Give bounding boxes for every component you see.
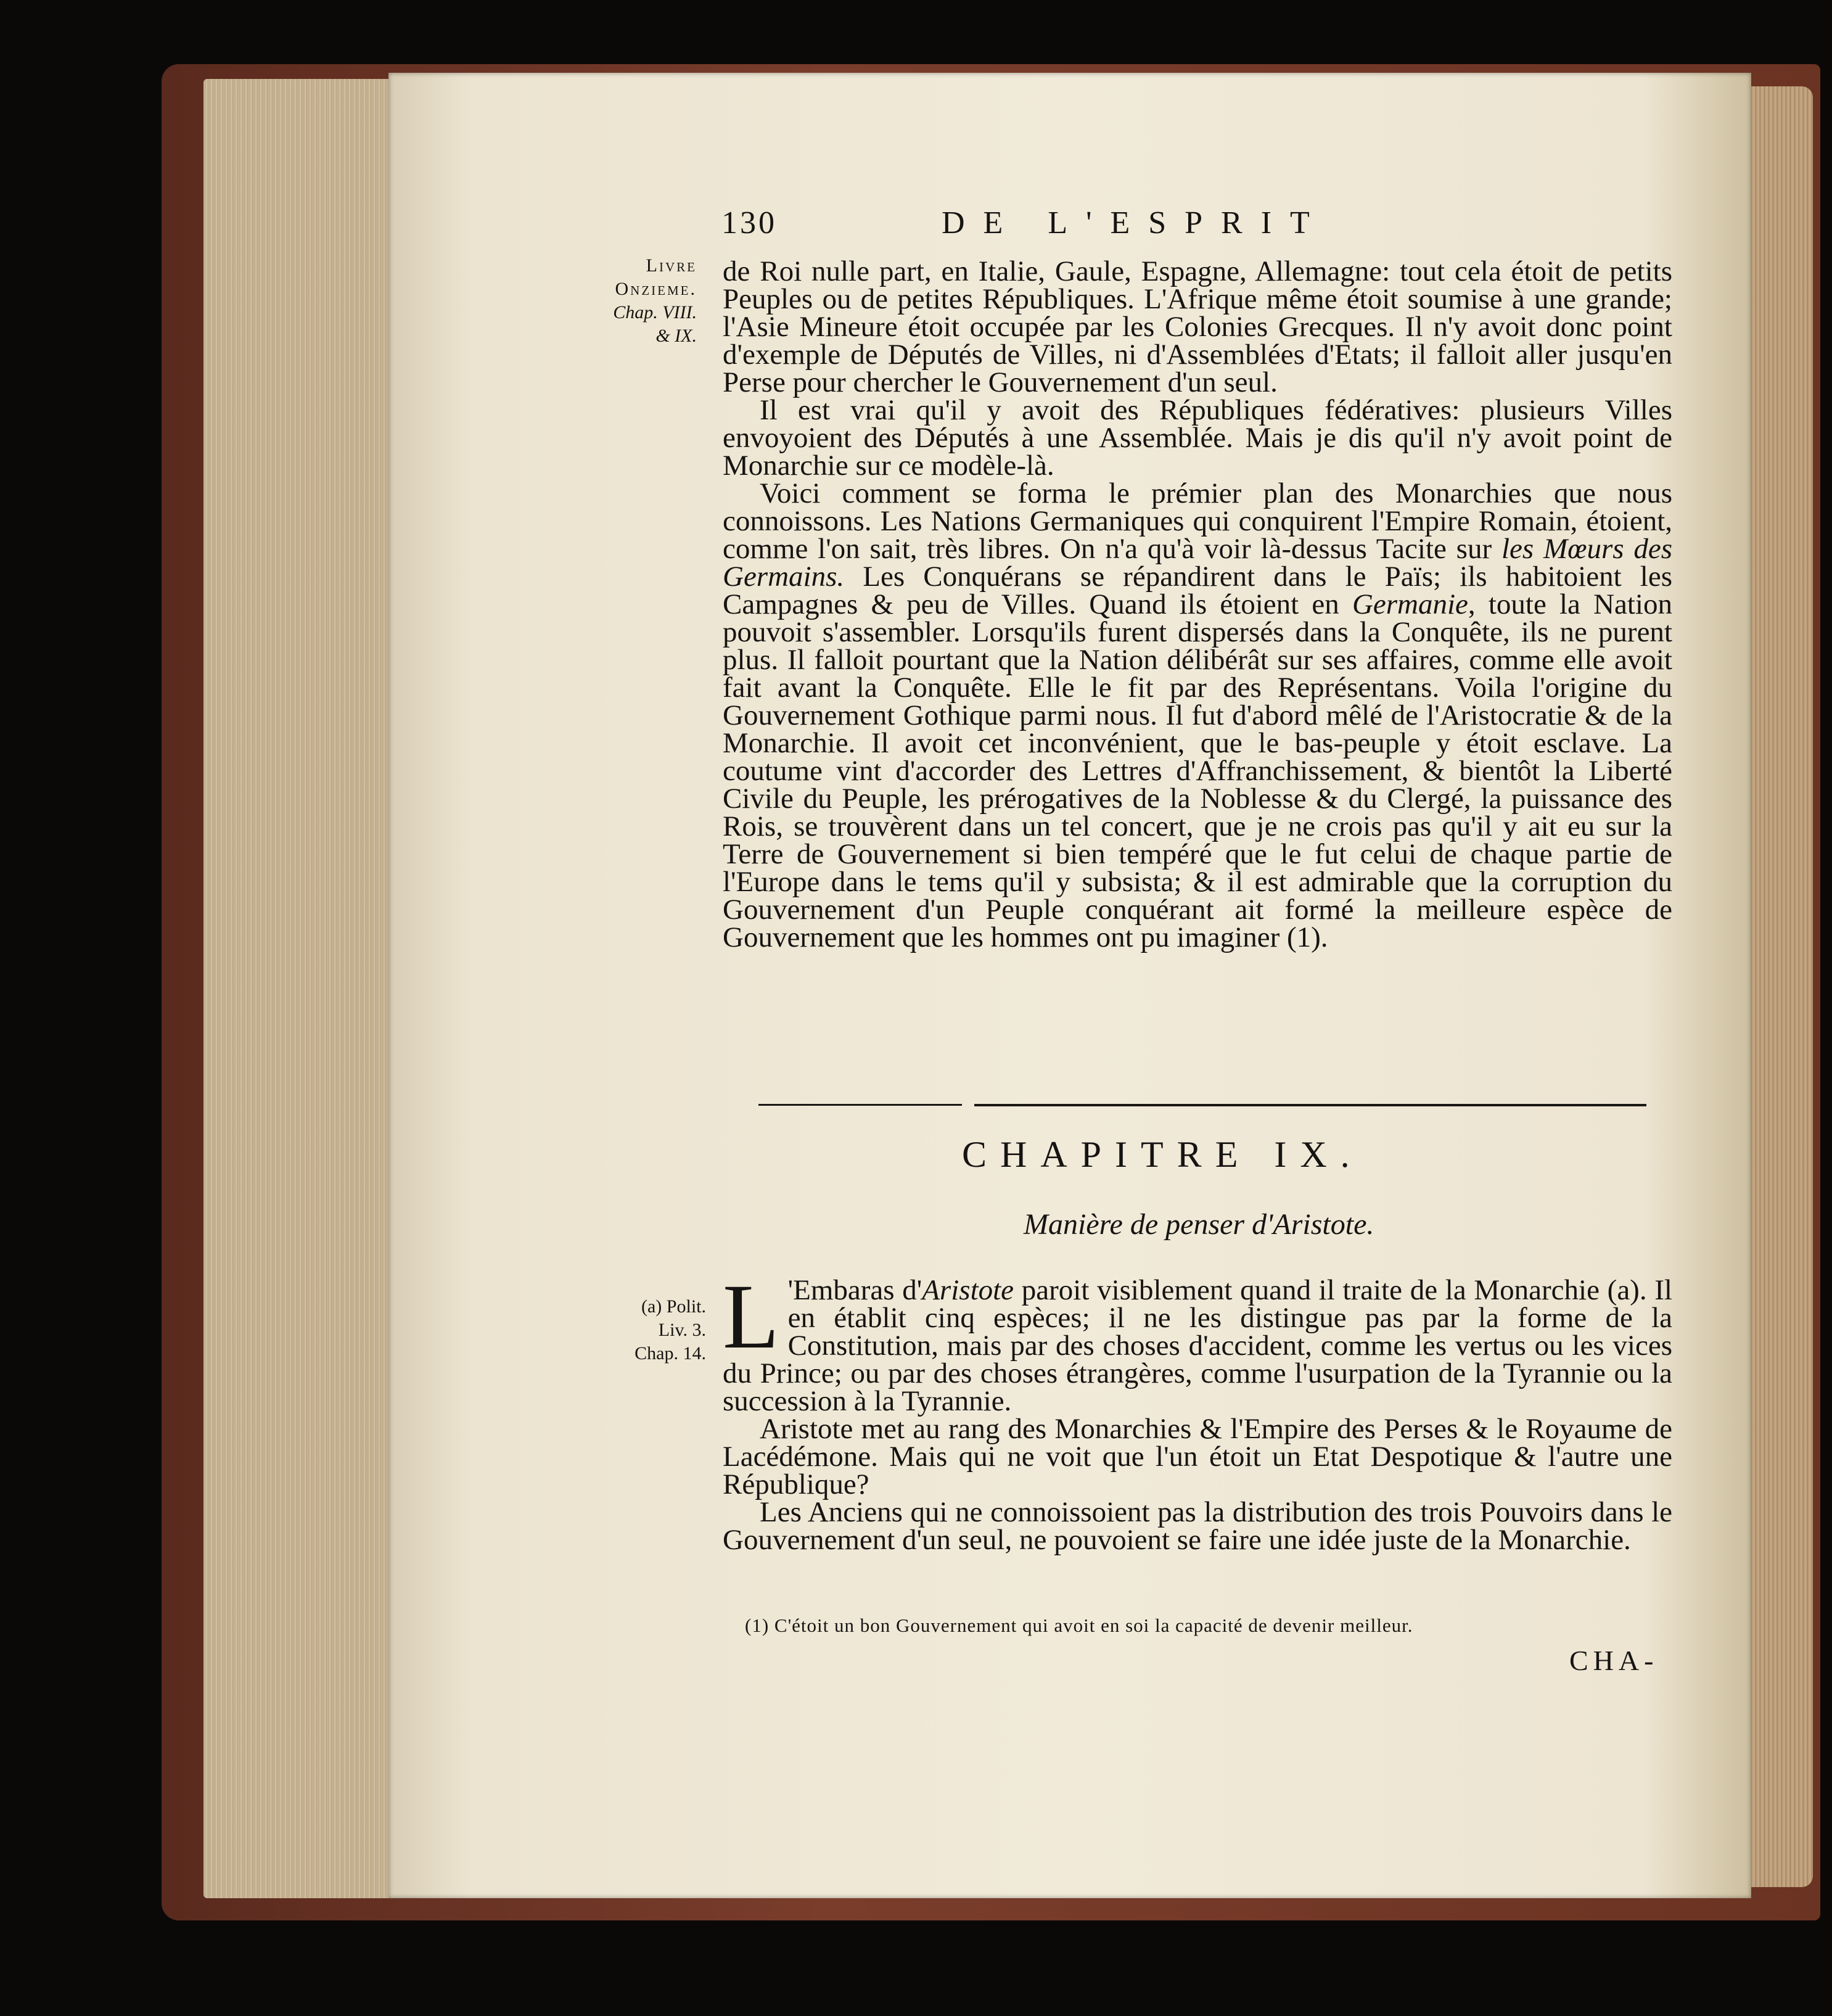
chapter-ix-p1-part-a: 'Embaras d' [787,1274,922,1306]
paragraph-3-italic-2: Germanie [1352,588,1468,620]
footnote: (1) C'étoit un bon Gouvernement qui avoit en soi la capacité de devenir meilleur. [745,1615,1413,1636]
paragraph-3-part-c: , toute la Nation pouvoit s'assembler. Lorsqu'ils furent dispersés dans la Conquête, ils ne purent plus. Il falloit pourtant que la Nation délibérât sur ses affaires, comme elle avoit fait avant la Conquête. Elle le fit par des Représentans. Voila l'origine du Gouvernement Gothique parmi nous. Il fut d'abord mêlé de l'Aristocratie & de la Monarchie. Il avoit cet inconvénient, que le bas-peuple y étoit esclave. La coutume vint d'accorder des Lettres d'Affranchissement, & bientôt la Liberté Civile du Peuple, les prérogatives de la Noblesse & du Clergé, la puissance des Rois, se trouvèrent dans un tel concert, que je ne crois pas qu'il y ait eu sur la Terre de Gouvernement si bien tempéré que le fut celui de chaque partie de l'Europe dans le tems qu'il y subsista; & il est admirable que la corruption du Gouvernement d'un Peuple conquérant ait formé la meilleure espèce de Gouvernement que les hommes ont pu imaginer (1). [723,588,1672,953]
divider-rule-left [758,1104,962,1106]
running-head [721,205,1328,241]
drop-cap: L [723,1265,779,1368]
page-number: 130 [721,205,777,241]
page-edges-left [203,79,400,1898]
paragraph-2: Il est vrai qu'il y avoit des Républiques fédératives: plusieurs Villes envoyoient des Députés à une Assemblée. Mais je dis qu'il n'y avoit point de Monarchie sur ce modèle-là. [723,394,1672,482]
subtitle-part-a: Manière de penser d' [1024,1208,1273,1241]
margin-ref-line1: (a) Polit. [641,1296,706,1317]
margin-book-line2: Onzieme. [615,279,697,299]
chapter-viii-text [723,255,1672,953]
chapter-subtitle [1024,1208,1374,1241]
paragraph-3-part-b: Les Conquérans se répandirent dans le Païs; ils habitoient les Campagnes & peu de Villes. Quand ils étoient en [723,561,1672,620]
chapter-title: CHAPITRE IX. [962,1134,1363,1175]
chapter-ix-paragraph-1 [723,1265,1672,1417]
margin-book-line1: Livre [646,255,697,276]
subtitle-part-b: . [1366,1208,1374,1241]
margin-note-book [592,254,697,348]
catchword: CHA- [1569,1645,1659,1676]
subtitle-italic: Aristote [1273,1208,1367,1241]
margin-ref-line3: Chap. 14. [635,1343,706,1364]
chapter-ix-paragraph-2: Aristote met au rang des Monarchies & l'Empire des Perses & le Royaume de Lacédémone. Mais qui ne voit que l'un étoit un Etat Despotique & l'autre une République? [723,1413,1672,1500]
running-title: DE L'ESPRIT [942,205,1328,241]
margin-ref-line2: Liv. 3. [658,1320,706,1340]
paragraph-3-italic-1: les Mœurs des Germains. [723,533,1672,593]
margin-note-reference [601,1295,706,1365]
chapter-ix-p1-part-b: paroit visiblement quand il traite de la Monarchie (a). Il en établit cinq espèces; il ne les distingue pas par la forme de la Constitution, mais par des choses d'accident, comme les vertus ou les vices du Prince; ou par des choses étrangères, comme l'usurpation de la Tyrannie ou la succession à la Tyrannie. [723,1274,1672,1417]
chapter-ix-text [723,1265,1672,1556]
paragraph-3 [723,477,1672,953]
chapter-ix-p1-italic: Aristote [922,1274,1014,1306]
paragraph-1: de Roi nulle part, en Italie, Gaule, Espagne, Allemagne: tout cela étoit de petits Peuples ou de petites Républiques. L'Afrique même étoit soumise à une grande; l'Asie Mineure étoit occupée par les Colonies Grecques. Il n'y avoit donc point d'exemple de Députés de Villes, ni d'Assemblées d'Etats; il falloit aller jusqu'en Perse pour chercher le Gouvernement d'un seul. [723,255,1672,398]
divider-rule-right [974,1104,1646,1106]
chapter-ix-paragraph-3: Les Anciens qui ne connoissoient pas la distribution des trois Pouvoirs dans le Gouvernement d'un seul, ne pouvoient se faire une idée juste de la Monarchie. [723,1496,1672,1556]
margin-chap-line2: & IX. [655,326,697,346]
margin-chap-line1: Chap. VIII. [613,302,697,323]
paragraph-3-part-a: Voici comment se forma le prémier plan des Monarchies que nous connoissons. Les Nations Germaniques qui conquirent l'Empire Romain, étoient, comme l'on sait, très libres. On n'a qu'à voir là-dessus Tacite sur [723,477,1672,565]
